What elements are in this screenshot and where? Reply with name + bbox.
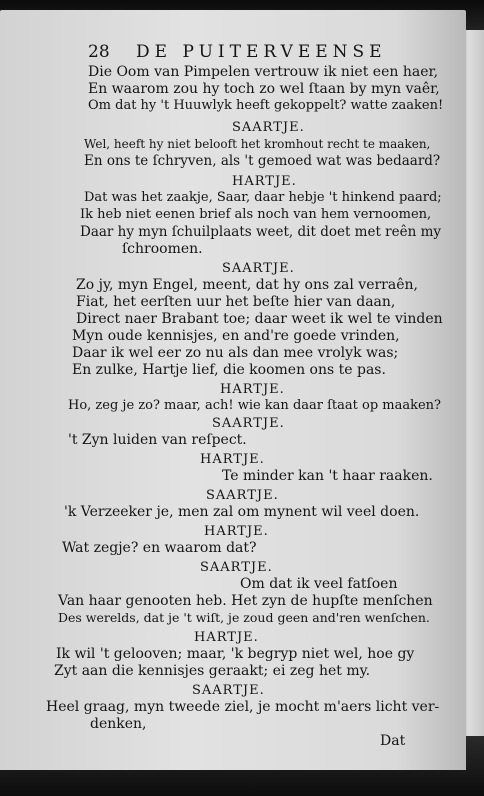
speaker-name: SAARTJE. bbox=[232, 120, 305, 135]
speaker-name: SAARTJE. bbox=[192, 683, 265, 698]
text-line: Fiat, het eerſten uur het beſte hier van daan, bbox=[76, 294, 396, 310]
speaker-name: HARTJE. bbox=[204, 524, 269, 539]
text-line: Ho, zeg je zo? maar, ach! wie kan daar ſtaat op maaken? bbox=[68, 398, 442, 413]
text-line: Wel, heeft hy niet belooft het kromhout recht te maaken, bbox=[84, 137, 431, 151]
text-line: Wat zegje? en waarom dat? bbox=[62, 540, 257, 556]
text-line: Direct naer Brabant toe; daar weet ik wel te vinden bbox=[76, 311, 443, 327]
text-line: Van haar genooten heb. Het zyn de hupſte menſchen bbox=[58, 593, 433, 609]
text-line: Daar ik wel eer zo nu als dan mee vrolyk was; bbox=[72, 345, 399, 361]
text-line: Om dat hy 't Huuwlyk heeft gekoppelt? watte zaaken! bbox=[88, 98, 444, 113]
speaker-name: SAARTJE. bbox=[222, 261, 295, 276]
text-line: Te minder kan 't haar raaken. bbox=[222, 468, 433, 484]
text-line: Heel graag, myn tweede ziel, je mocht m'aers licht ver- bbox=[46, 699, 440, 715]
speaker-name: HARTJE. bbox=[200, 452, 265, 467]
book-page bbox=[0, 10, 466, 770]
text-line: Zo jy, myn Engel, meent, dat hy ons zal verraên, bbox=[76, 277, 418, 293]
text-line: Ik heb niet eenen brief als noch van hem vernoomen, bbox=[80, 207, 432, 222]
text-line: En zulke, Hartje lief, die koomen ons te pas. bbox=[72, 362, 386, 378]
text-line: 'k Verzeeker je, men zal om mynent wil veel doen. bbox=[64, 504, 420, 520]
speaker-name: SAARTJE. bbox=[212, 416, 285, 431]
speaker-name: HARTJE. bbox=[220, 382, 285, 397]
running-title: DE PUITERVEENSE bbox=[136, 42, 387, 62]
text-line: En waarom zou hy toch zo wel ſtaan by myn vaêr, bbox=[88, 81, 440, 97]
text-line: En ons te ſchryven, als 't gemoed wat was bedaard? bbox=[84, 153, 441, 169]
speaker-name: HARTJE. bbox=[194, 630, 259, 645]
text-line: Die Oom van Pimpelen vertrouw ik niet een haer, bbox=[88, 64, 439, 80]
text-line: Om dat ik veel fatſoen bbox=[240, 576, 398, 592]
page-number: 28 bbox=[88, 42, 110, 62]
text-line: Daar hy myn ſchuilplaats weet, dit doet met reên my bbox=[80, 224, 442, 240]
speaker-name: SAARTJE. bbox=[200, 560, 273, 575]
text-line: Ik wil 't gelooven; maar, 'k begryp niet wel, hoe gy bbox=[56, 646, 415, 662]
text-line: Des werelds, dat je 't wiſt, je zoud geen and'ren wenſchen. bbox=[58, 610, 430, 625]
speaker-name: HARTJE. bbox=[232, 174, 297, 189]
text-line: Zyt aan die kennisjes geraakt; ei zeg het my. bbox=[54, 663, 371, 679]
text-line: 't Zyn luiden van reſpect. bbox=[68, 432, 247, 448]
text-line: Dat was het zaakje, Saar, daar hebje 't hinkend paard; bbox=[84, 190, 442, 205]
text-line: ſchroomen. bbox=[122, 241, 203, 257]
catchword: Dat bbox=[380, 733, 406, 749]
speaker-name: SAARTJE. bbox=[206, 488, 279, 503]
text-line: denken, bbox=[90, 716, 147, 732]
text-line: Myn oude kennisjes, en and're goede vrinden, bbox=[72, 328, 400, 344]
